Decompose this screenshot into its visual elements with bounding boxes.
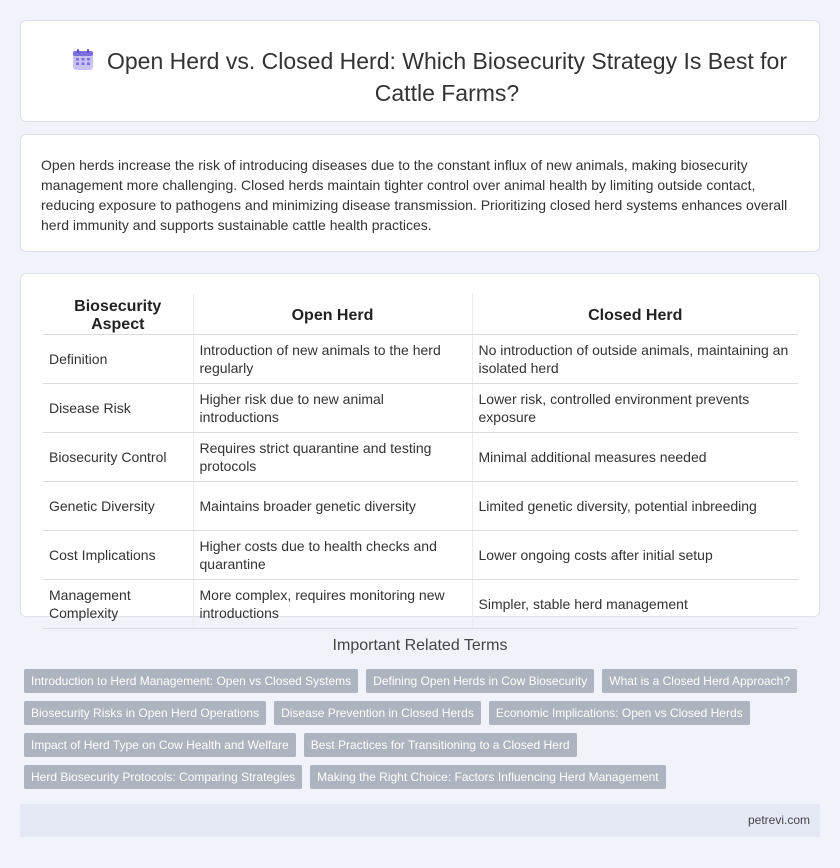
closed-herd-cell: No introduction of outside animals, maintaining an isolated herd [472,335,798,384]
closed-herd-cell: Lower risk, controlled environment prevents exposure [472,384,798,433]
tag-row [24,765,804,789]
tag-row [24,733,804,757]
open-herd-cell: Requires strict quarantine and testing protocols [193,433,472,482]
related-terms-heading: Important Related Terms [332,637,508,654]
tag-row [24,669,804,693]
intro-card [20,134,820,252]
comparison-card [20,273,820,621]
closed-herd-cell: Lower ongoing costs after initial setup [472,531,798,580]
aspect-cell: Definition [43,335,193,384]
related-term-tag[interactable]: Disease Prevention in Closed Herds [274,701,481,725]
table-row [43,433,798,482]
open-herd-cell: More complex, requires monitoring new introductions [193,580,472,629]
footer [20,804,820,837]
table-row [43,384,798,433]
related-term-tag[interactable]: Biosecurity Risks in Open Herd Operations [24,701,266,725]
closed-herd-cell: Minimal additional measures needed [472,433,798,482]
table-row [43,531,798,580]
table-header-row [43,294,798,335]
aspect-cell: Management Complexity [43,580,193,629]
open-herd-cell: Introduction of new animals to the herd regularly [193,335,472,384]
aspect-cell: Cost Implications [43,531,193,580]
closed-herd-cell: Simpler, stable herd management [472,580,798,629]
page-title: Open Herd vs. Closed Herd: Which Biosecurity Strategy Is Best for Cattle Farms? [106,48,788,106]
related-term-tag[interactable]: Making the Right Choice: Factors Influencing Herd Management [310,765,666,789]
calendar-icon [71,48,95,72]
open-herd-cell: Higher risk due to new animal introductions [193,384,472,433]
open-herd-cell: Higher costs due to health checks and quarantine [193,531,472,580]
related-term-tag[interactable]: Best Practices for Transitioning to a Closed Herd [304,733,577,757]
table-row [43,580,798,629]
related-term-tag[interactable]: What is a Closed Herd Approach? [602,669,797,693]
header-aspect: Biosecurity Aspect [43,294,193,335]
closed-herd-cell: Limited genetic diversity, potential inbreeding [472,482,798,531]
related-terms-list [24,669,804,797]
table-row [43,335,798,384]
related-term-tag[interactable]: Introduction to Herd Management: Open vs Closed Systems [24,669,358,693]
tag-row [24,701,804,725]
related-term-tag[interactable]: Herd Biosecurity Protocols: Comparing Strategies [24,765,302,789]
table-row [43,482,798,531]
related-term-tag[interactable]: Defining Open Herds in Cow Biosecurity [366,669,594,693]
title-wrap [61,45,803,109]
aspect-cell: Genetic Diversity [43,482,193,531]
aspect-cell: Biosecurity Control [43,433,193,482]
related-term-tag[interactable]: Impact of Herd Type on Cow Health and Welfare [24,733,296,757]
related-term-tag[interactable]: Economic Implications: Open vs Closed Herds [489,701,750,725]
open-herd-cell: Maintains broader genetic diversity [193,482,472,531]
aspect-cell: Disease Risk [43,384,193,433]
header-open-herd: Open Herd [193,294,472,335]
intro-paragraph: Open herds increase the risk of introducing diseases due to the constant influx of new animals, making biosecurity management more challenging. Closed herds maintain tighter control over animal health by limiting outside contact, reducing exposure to pathogens and minimizing disease transmission. Prioritizing closed herd systems enhances overall herd immunity and supports sustainable cattle health practices. [41,157,788,233]
header-card [20,20,820,122]
header-closed-herd: Closed Herd [472,294,798,335]
site-name[interactable]: petrevi.com [747,813,810,827]
comparison-table [43,294,798,629]
